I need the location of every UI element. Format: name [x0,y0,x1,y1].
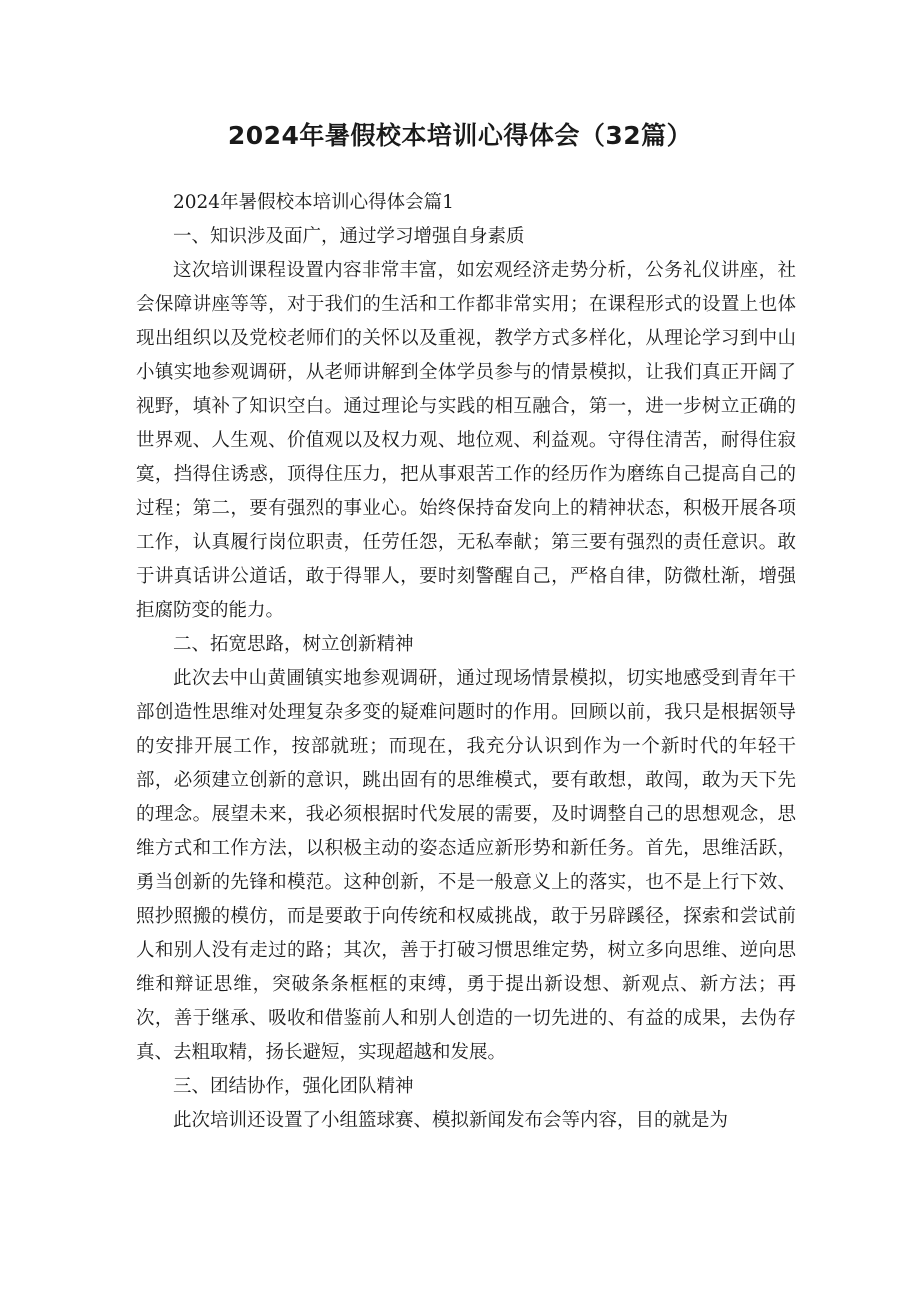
heading-teamwork: 三、团结协作，强化团队精神 [173,1076,414,1097]
paragraph-teamwork: 此次培训还设置了小组篮球赛、模拟新闻发布会等内容，目的就是为 [173,1110,729,1131]
heading-knowledge: 一、知识涉及面广，通过学习增强自身素质 [173,226,525,247]
document-body [136,186,796,1138]
section-title: 2024年暑假校本培训心得体会篇1 [173,192,454,213]
document-title: 2024年暑假校本培训心得体会（32篇） [227,121,693,150]
paragraph-knowledge: 这次培训课程设置内容非常丰富，如宏观经济走势分析，公务礼仪讲座，社会保障讲座等等，对于我们的生活和工作都非常实用；在课程形式的设置上也体现出组织以及党校老师们的关怀以及重视，教学方式多样化，从理论学习到中山小镇实地参观调研，从老师讲解到全体学员参与的情景模拟，让我们真正开阔了视野，填补了知识空白。通过理论与实践的相互融合，第一，进一步树立正确的世界观、人生观、价值观以及权力观、地位观、利益观。守得住清苦，耐得住寂寞，挡得住诱惑，顶得住压力，把从事艰苦工作的经历作为磨练自己提高自己的过程；第二，要有强烈的事业心。始终保持奋发向上的精神状态，积极开展各项工作，认真履行岗位职责，任劳任怨，无私奉献；第三要有强烈的责任意识。敢于讲真话讲公道话，敢于得罪人，要时刻警醒自己，严格自律，防微杜渐，增强拒腐防变的能力。 [136,260,796,621]
heading-innovation: 二、拓宽思路，树立创新精神 [173,634,414,655]
paragraph-innovation: 此次去中山黄圃镇实地参观调研，通过现场情景模拟，切实地感受到青年干部创造性思维对处理复杂多变的疑难问题时的作用。回顾以前，我只是根据领导的安排开展工作，按部就班；而现在，我充分认识到作为一个新时代的年轻干部，必须建立创新的意识，跳出固有的思维模式，要有敢想，敢闯，敢为天下先的理念。展望未来，我必须根据时代发展的需要，及时调整自己的思想观念，思维方式和工作方法，以积极主动的姿态适应新形势和新任务。首先，思维活跃，勇当创新的先锋和模范。这种创新，不是一般意义上的落实，也不是上行下效、照抄照搬的模仿，而是要敢于向传统和权威挑战，敢于另辟蹊径，探索和尝试前人和别人没有走过的路；其次，善于打破习惯思维定势，树立多向思维、逆向思维和辩证思维，突破条条框框的束缚，勇于提出新设想、新观点、新方法；再次，善于继承、吸收和借鉴前人和别人创造的一切先进的、有益的成果，去伪存真、去粗取精，扬长避短，实现超越和发展。 [136,668,796,1063]
